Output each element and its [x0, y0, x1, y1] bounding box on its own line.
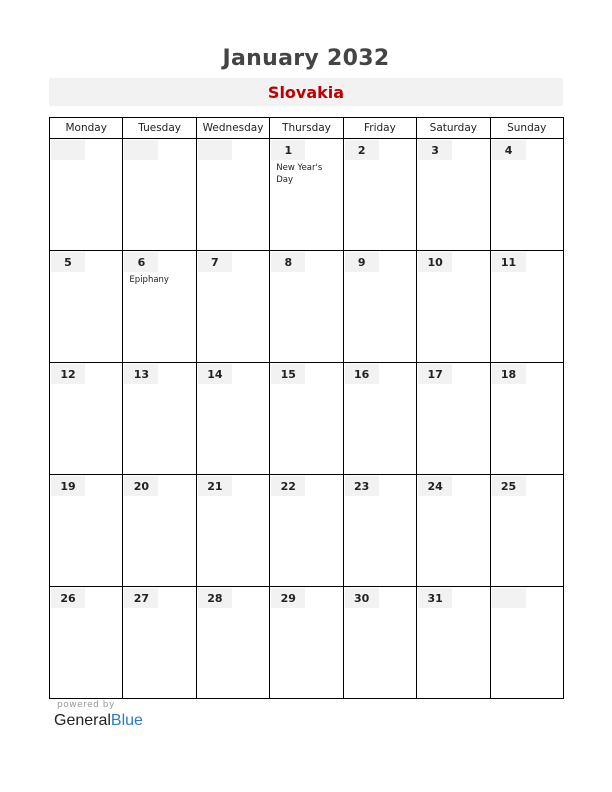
day-number: 17 — [418, 364, 452, 384]
week-row — [50, 251, 564, 363]
day-number: 20 — [124, 476, 158, 496]
day-number: 30 — [345, 588, 379, 608]
day-cell — [343, 251, 416, 363]
week-row — [50, 139, 564, 251]
day-cell — [270, 363, 343, 475]
day-cell — [196, 139, 269, 251]
day-number — [198, 140, 232, 160]
day-number: 1 — [271, 140, 305, 160]
day-cell — [490, 475, 563, 587]
day-cell — [196, 251, 269, 363]
day-number: 26 — [51, 588, 85, 608]
weekday-header-row — [50, 118, 564, 139]
day-number: 19 — [51, 476, 85, 496]
week-row — [50, 587, 564, 699]
day-number — [51, 140, 85, 160]
day-cell — [123, 251, 196, 363]
day-cell — [343, 587, 416, 699]
day-number: 25 — [492, 476, 526, 496]
weekday-header: Saturday — [417, 118, 490, 139]
week-row — [50, 475, 564, 587]
brand-logo[interactable] — [54, 712, 143, 730]
brand-general-text: General — [54, 712, 111, 729]
day-cell — [196, 587, 269, 699]
day-number: 16 — [345, 364, 379, 384]
day-number: 24 — [418, 476, 452, 496]
day-cell — [417, 139, 490, 251]
day-number: 9 — [345, 252, 379, 272]
country-banner — [49, 78, 563, 106]
day-number: 18 — [492, 364, 526, 384]
country-name: Slovakia — [267, 83, 345, 102]
day-cell — [270, 475, 343, 587]
day-cell — [123, 139, 196, 251]
holiday-label: New Year's Day — [276, 163, 323, 185]
day-number: 23 — [345, 476, 379, 496]
weekday-header: Tuesday — [123, 118, 196, 139]
day-cell — [343, 363, 416, 475]
day-number: 22 — [271, 476, 305, 496]
day-cell — [50, 475, 123, 587]
day-number: 6 — [124, 252, 158, 272]
day-number: 14 — [198, 364, 232, 384]
day-cell — [490, 251, 563, 363]
day-cell — [196, 363, 269, 475]
day-cell — [123, 363, 196, 475]
day-number: 5 — [51, 252, 85, 272]
day-cell — [50, 363, 123, 475]
day-number: 4 — [492, 140, 526, 160]
day-cell — [270, 587, 343, 699]
day-number: 2 — [345, 140, 379, 160]
day-cell — [50, 251, 123, 363]
day-number: 29 — [271, 588, 305, 608]
day-number: 8 — [271, 252, 305, 272]
powered-by-label: powered by — [57, 700, 115, 710]
day-cell — [343, 475, 416, 587]
day-number: 15 — [271, 364, 305, 384]
day-cell — [123, 587, 196, 699]
day-number: 21 — [198, 476, 232, 496]
day-cell — [196, 475, 269, 587]
day-number — [124, 140, 158, 160]
day-number: 13 — [124, 364, 158, 384]
holiday-label: Epiphany — [129, 275, 169, 285]
day-cell — [417, 363, 490, 475]
weekday-header: Monday — [50, 118, 123, 139]
day-number: 27 — [124, 588, 158, 608]
day-number: 3 — [418, 140, 452, 160]
day-number: 11 — [492, 252, 526, 272]
day-cell — [270, 139, 343, 251]
day-cell — [490, 363, 563, 475]
day-number: 10 — [418, 252, 452, 272]
week-row — [50, 363, 564, 475]
weekday-header: Sunday — [490, 118, 563, 139]
day-number: 31 — [418, 588, 452, 608]
day-cell — [270, 251, 343, 363]
day-number — [492, 588, 526, 608]
weekday-header: Thursday — [270, 118, 343, 139]
day-cell — [123, 475, 196, 587]
day-cell — [50, 587, 123, 699]
day-cell — [343, 139, 416, 251]
weekday-header: Wednesday — [196, 118, 269, 139]
day-cell — [50, 139, 123, 251]
day-cell — [490, 139, 563, 251]
brand-blue-text: Blue — [110, 712, 143, 729]
page-title: January 2032 — [222, 46, 390, 71]
day-cell — [417, 587, 490, 699]
weekday-header: Friday — [343, 118, 416, 139]
day-number: 12 — [51, 364, 85, 384]
day-cell — [490, 587, 563, 699]
day-cell — [417, 251, 490, 363]
calendar-grid — [49, 117, 564, 699]
day-number: 7 — [198, 252, 232, 272]
day-cell — [417, 475, 490, 587]
day-number: 28 — [198, 588, 232, 608]
